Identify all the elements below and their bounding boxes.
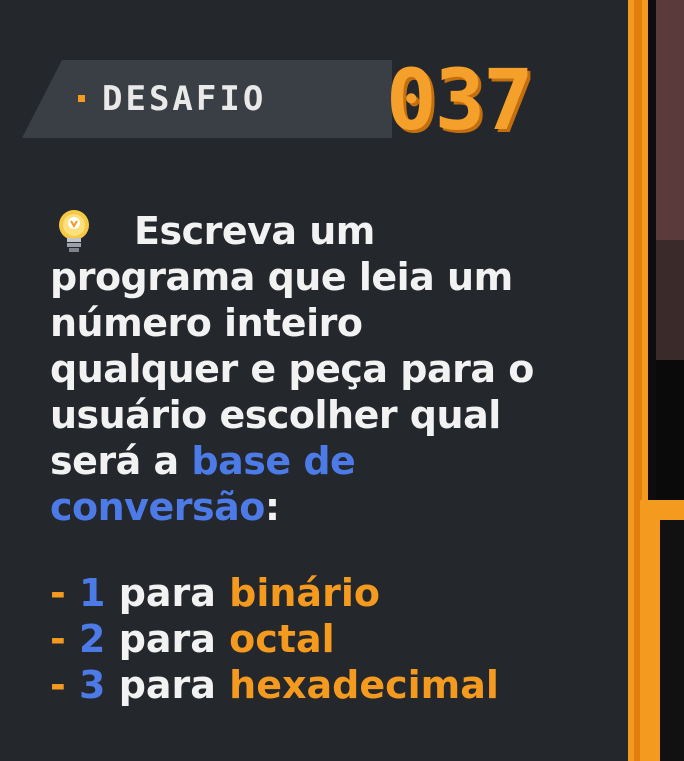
description-line-6 [50, 438, 610, 484]
option-number: 1 [79, 571, 106, 615]
background-photo-middle [656, 240, 684, 360]
bullet-icon [78, 95, 85, 102]
option-item [50, 616, 499, 662]
options-list [50, 570, 499, 708]
option-number: 2 [79, 617, 106, 661]
option-target: octal [229, 617, 335, 661]
description-line-2: programa que leia um [50, 255, 513, 299]
description-text-1: Escreva um [134, 209, 375, 253]
description-line-5: usuário escolher qual [50, 393, 501, 437]
description-colon: : [264, 485, 280, 529]
option-target: binário [229, 571, 380, 615]
challenge-description [50, 208, 610, 530]
option-dash: - [50, 571, 66, 615]
description-line-7 [50, 484, 610, 530]
option-target: hexadecimal [229, 663, 499, 707]
frame-dark-fill [660, 520, 684, 761]
option-number: 3 [79, 663, 106, 707]
highlight-base-de: base de [191, 439, 356, 483]
option-text: para [105, 571, 230, 615]
highlight-conversao: conversão [50, 485, 265, 529]
option-text: para [105, 663, 230, 707]
option-text: para [105, 617, 230, 661]
challenge-label: DESAFIO [102, 79, 267, 119]
description-line-4: qualquer e peça para o [50, 347, 534, 391]
description-line-1 [50, 208, 610, 254]
background-photo-top [656, 0, 684, 240]
description-text-6: será a [50, 439, 192, 483]
description-line-3: número inteiro [50, 301, 363, 345]
option-item [50, 570, 499, 616]
option-dash: - [50, 663, 66, 707]
lightbulb-icon [54, 208, 98, 254]
option-dash: - [50, 617, 66, 661]
challenge-number: 037 [386, 51, 532, 149]
option-item [50, 662, 499, 708]
